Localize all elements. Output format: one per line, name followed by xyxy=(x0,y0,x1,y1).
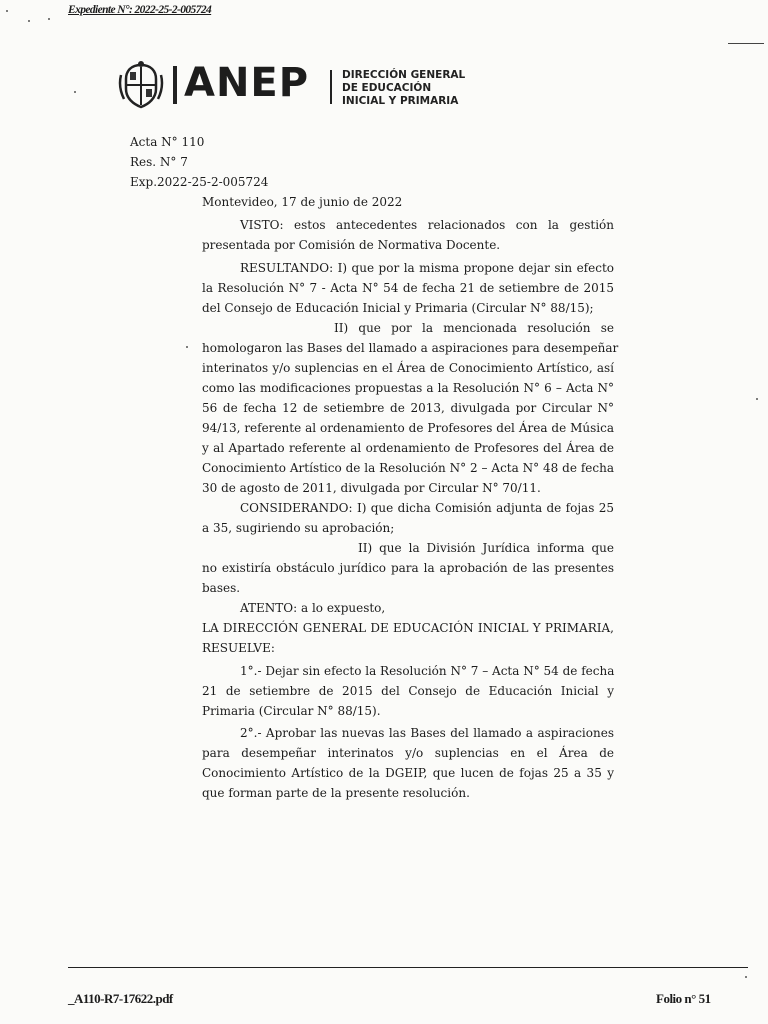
resolution-item-line: para desempeñar interinatos y/o suplencias en el Área de xyxy=(202,746,614,760)
scan-speck xyxy=(745,976,747,978)
document-date: Montevideo, 17 de junio de 2022 xyxy=(202,195,403,209)
scan-speck xyxy=(756,398,758,400)
footer-filename: _A110-R7-17622.pdf xyxy=(68,991,173,1006)
visto-line: VISTO: estos antecedentes relacionados con la gestión xyxy=(240,218,614,232)
scan-speck xyxy=(186,346,188,348)
expediente-stamp: Expediente N°: 2022-25-2-005724 xyxy=(68,4,212,16)
resultando-line: como las modificaciones propuestas a la Resolución N° 6 – Acta N° xyxy=(202,381,614,395)
top-rule xyxy=(728,43,764,44)
scan-speck xyxy=(48,18,50,20)
coat-of-arms-icon xyxy=(118,61,164,109)
considerando-line: bases. xyxy=(202,581,241,595)
logo-divider xyxy=(173,66,177,104)
logo-divider xyxy=(330,70,332,104)
resolution-item-line: 1°.- Dejar sin efecto la Resolución N° 7 – Acta N° 54 de fecha xyxy=(240,664,615,678)
resultando-line: homologaron las Bases del llamado a aspiraciones para desempeñar xyxy=(202,341,619,355)
resultando-line: interinatos y/o suplencias en el Área de Conocimiento Artístico, así xyxy=(202,361,614,375)
considerando-line: II) que la División Jurídica informa que xyxy=(358,541,614,555)
footer-folio: Folio n° 51 xyxy=(656,991,711,1006)
scan-speck xyxy=(74,91,76,93)
scan-speck xyxy=(28,20,30,22)
resolution-item-line: que forman parte de la presente resolución. xyxy=(202,786,470,800)
resultando-line: II) que por la mencionada resolución se xyxy=(334,321,614,335)
resolution-item-line: 21 de setiembre de 2015 del Consejo de Educación Inicial y xyxy=(202,684,614,698)
resultando-line: la Resolución N° 7 - Acta N° 54 de fecha 21 de setiembre de 2015 xyxy=(202,281,614,295)
visto-line: presentada por Comisión de Normativa Docente. xyxy=(202,238,501,252)
acta-number: Acta N° 110 xyxy=(130,135,205,149)
expedient-number: Exp.2022-25-2-005724 xyxy=(130,175,269,189)
resuelve-heading: RESUELVE: xyxy=(202,641,275,655)
resultando-line: del Consejo de Educación Inicial y Primaria (Circular N° 88/15); xyxy=(202,301,594,315)
scan-speck xyxy=(6,10,8,12)
footer-rule xyxy=(68,967,748,968)
authority-line: LA DIRECCIÓN GENERAL DE EDUCACIÓN INICIAL Y PRIMARIA, xyxy=(202,621,614,635)
atento-line: ATENTO: a lo expuesto, xyxy=(240,601,386,615)
considerando-line: a 35, sugiriendo su aprobación; xyxy=(202,521,395,535)
resolution-number: Res. N° 7 xyxy=(130,155,188,169)
anep-logo: ANEP xyxy=(184,60,310,106)
considerando-line: no existiría obstáculo jurídico para la aprobación de las presentes xyxy=(202,561,614,575)
direccion-general-label: DIRECCIÓN GENERAL DE EDUCACIÓN INICIAL Y PRIMARIA xyxy=(342,69,466,107)
resultando-line: y al Apartado referente al ordenamiento de Profesores del Área de xyxy=(202,441,614,455)
resultando-line: 94/13, referente al ordenamiento de Profesores del Área de Música xyxy=(202,421,614,435)
resultando-line: Conocimiento Artístico de la Resolución N° 2 – Acta N° 48 de fecha xyxy=(202,461,614,475)
resolution-item-line: Primaria (Circular N° 88/15). xyxy=(202,704,381,718)
resultando-line: 56 de fecha 12 de setiembre de 2013, divulgada por Circular N° xyxy=(202,401,614,415)
considerando-line: CONSIDERANDO: I) que dicha Comisión adjunta de fojas 25 xyxy=(240,501,614,515)
resolution-item-line: 2°.- Aprobar las nuevas las Bases del llamado a aspiraciones xyxy=(240,726,614,740)
resultando-line: RESULTANDO: I) que por la misma propone dejar sin efecto xyxy=(240,261,614,275)
resultando-line: 30 de agosto de 2011, divulgada por Circular N° 70/11. xyxy=(202,481,541,495)
resolution-item-line: Conocimiento Artístico de la DGEIP, que lucen de fojas 25 a 35 y xyxy=(202,766,614,780)
